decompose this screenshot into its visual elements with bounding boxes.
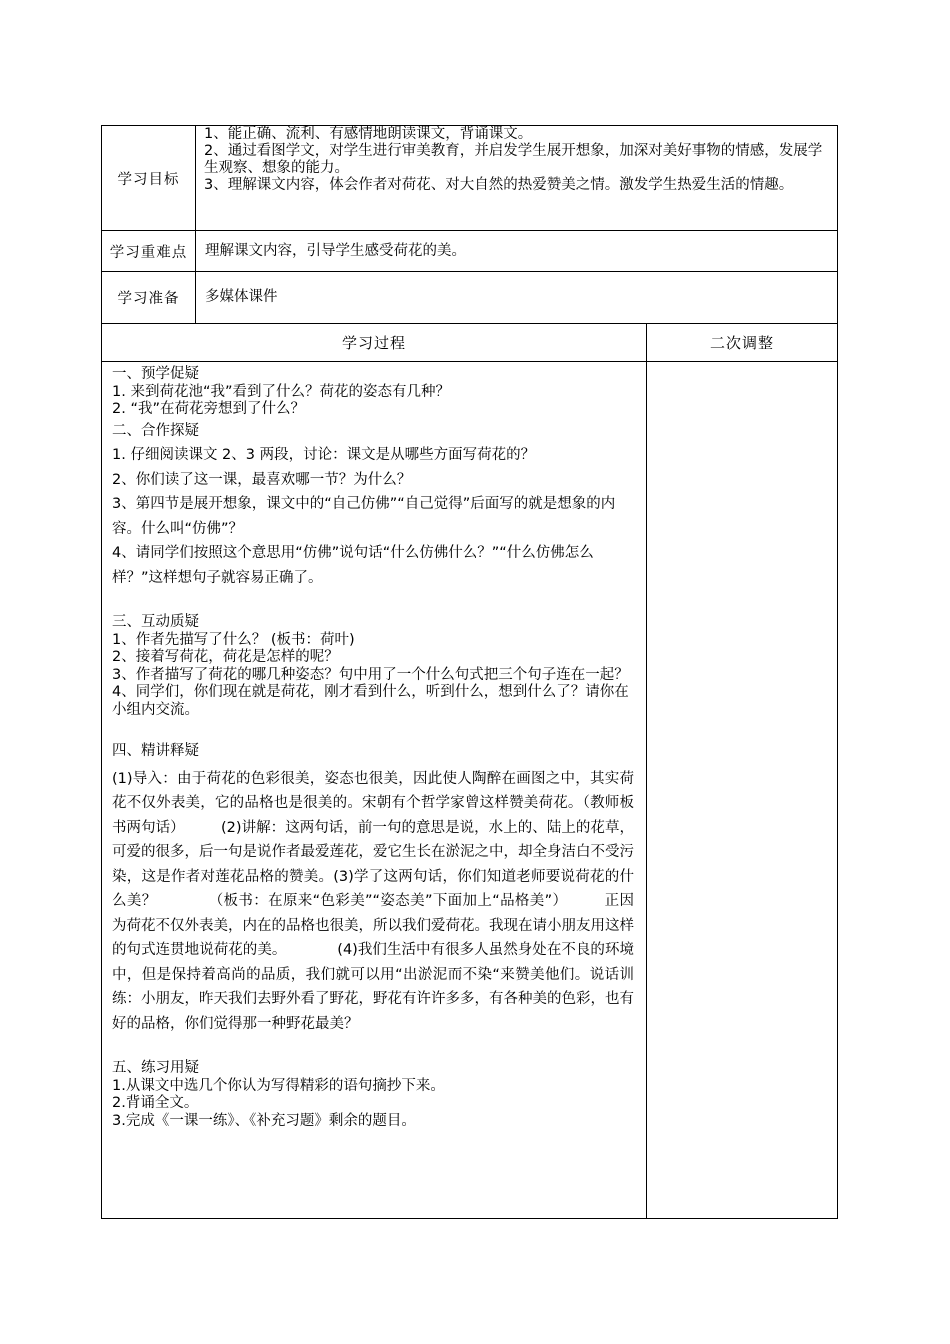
key-points-label: 学习重难点 — [102, 231, 196, 272]
objective-item: 3、理解课文内容，体会作者对荷花、对大自然的热爱赞美之情。激发学生热爱生活的情趣。 — [204, 177, 794, 193]
preparation-label: 学习准备 — [102, 272, 196, 324]
objective-item: 1、能正确、流利、有感情地朗读课文，背诵课文。 — [204, 126, 533, 142]
process-content — [102, 362, 647, 1219]
section-preview — [112, 366, 634, 419]
list-item: 2、你们读了这一课，最喜欢哪一节？为什么？ — [112, 471, 412, 488]
objectives-content — [196, 126, 838, 231]
section-cooperate — [112, 419, 634, 591]
section-interact — [112, 614, 634, 719]
list-item: 2.背诵全文。 — [112, 1095, 199, 1111]
process-header: 学习过程 — [102, 324, 647, 362]
section-title: 三、互动质疑 — [112, 614, 199, 630]
spacer — [112, 719, 634, 743]
list-item: 1. 来到荷花池“我”看到了什么？荷花的姿态有几种？ — [112, 383, 450, 400]
list-item: 2、接着写荷花，荷花是怎样的呢？ — [112, 649, 339, 665]
list-item: 4、同学们，你们现在就是荷花，刚才看到什么，听到什么，想到什么了？请你在小组内交流。 — [112, 684, 629, 718]
list-item: 2. “我”在荷花旁想到了什么？ — [112, 401, 305, 417]
section-title: 一、预学促疑 — [112, 366, 199, 382]
list-item: 1、作者先描写了什么？ (板书：荷叶) — [112, 631, 355, 648]
section-explain — [112, 743, 634, 1036]
section-title: 二、合作探疑 — [112, 422, 199, 439]
preparation-content: 多媒体课件 — [196, 272, 838, 324]
objective-item: 2、通过看图学文，对学生进行审美教育，并启发学生展开想象，加深对美好事物的情感，发展学生观察、想象的能力。 — [204, 143, 823, 176]
key-points-row — [102, 231, 838, 272]
process-row — [102, 362, 838, 1219]
key-points-content: 理解课文内容，引导学生感受荷花的美。 — [196, 231, 838, 272]
adjust-header: 二次调整 — [647, 324, 838, 362]
list-item: 3、第四节是展开想象，课文中的“自己仿佛”“自己觉得”后面写的就是想象的内容。什么叫“仿佛”？ — [112, 496, 616, 537]
section-body: (1)导入：由于荷花的色彩很美，姿态也很美，因此使人陶醉在画图之中，其实荷花不仅外表美，它的品格也是很美的。宋朝有个哲学家曾这样赞美荷花。（教师板书两句话） (2)讲解：这两句话，前一句的意思是说，水上的、陆上的花草，可爱的很多，后一句是说作者最爱莲花，爱它生长在淤泥之中，却全身洁白不受污染，这是作者对莲花品格的赞美。(3)学了这两句话，你们知道老师要说荷花的什么美？ （板书：在原来“色彩美”“姿态美”下面加上“品格美”） 正因为荷花不仅外表美，内在的品格也很美，所以我们爱荷花。我现在请小朋友用这样的句式连贯地说荷花的美。 (4)我们生活中有很多人虽然身处在不良的环境中，但是保持着高尚的品质，我们就可以用“出淤泥而不染“来赞美他们。说话训练：小朋友，昨天我们去野外看了野花，野花有许许多多，有各种美的色彩，也有好的品格，你们觉得那一种野花最美？ — [112, 770, 634, 1032]
spacer — [112, 1036, 634, 1060]
adjust-content — [647, 362, 838, 1219]
list-item: 3、作者描写了荷花的哪几种姿态？句中用了一个什么句式把三个句子连在一起？ — [112, 666, 629, 683]
list-item: 1.从课文中选几个你认为写得精彩的语句摘抄下来。 — [112, 1077, 445, 1094]
process-header-row — [102, 324, 838, 362]
list-item: 3.完成《一课一练》、《补充习题》剩余的题目。 — [112, 1112, 416, 1129]
lesson-plan-table — [101, 125, 838, 1219]
preparation-row — [102, 272, 838, 324]
section-title: 四、精讲释疑 — [112, 743, 199, 759]
section-title: 五、练习用疑 — [112, 1060, 199, 1076]
objectives-label: 学习目标 — [102, 126, 196, 231]
objectives-row — [102, 126, 838, 231]
list-item: 4、请同学们按照这个意思用“仿佛”说句话“什么仿佛什么？”“什么仿佛怎么样？”这样想句子就容易正确了。 — [112, 545, 594, 586]
spacer — [112, 590, 634, 614]
section-practice — [112, 1060, 634, 1130]
list-item: 1. 仔细阅读课文 2、3 两段，讨论：课文是从哪些方面写荷花的？ — [112, 447, 536, 463]
